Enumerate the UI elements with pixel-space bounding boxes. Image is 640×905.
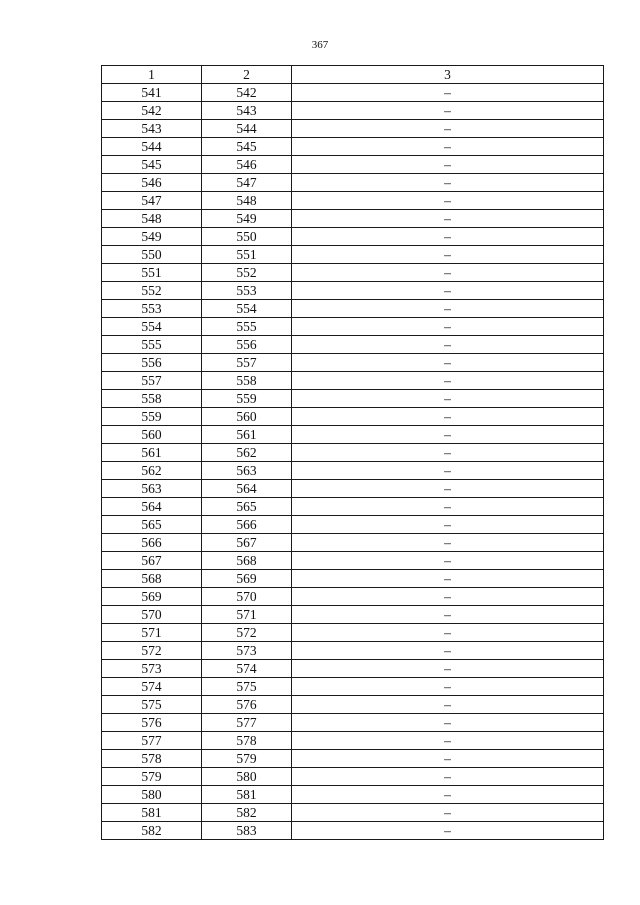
table-cell-col-2: 550 xyxy=(202,228,292,246)
table-row xyxy=(102,534,604,552)
table-cell-col-2: 575 xyxy=(202,678,292,696)
table-cell-col-1: 573 xyxy=(102,660,202,678)
table-row xyxy=(102,246,604,264)
table-row xyxy=(102,462,604,480)
table-row xyxy=(102,696,604,714)
table-row xyxy=(102,750,604,768)
table-cell-col-1: 579 xyxy=(102,768,202,786)
table-cell-col-3: – xyxy=(292,246,604,264)
table-cell-col-3: – xyxy=(292,804,604,822)
table-cell-col-3: – xyxy=(292,372,604,390)
table-cell-col-2: 582 xyxy=(202,804,292,822)
table-row xyxy=(102,768,604,786)
table-cell-col-1: 569 xyxy=(102,588,202,606)
table-cell-col-2: 552 xyxy=(202,264,292,282)
column-header-3: 3 xyxy=(292,66,604,84)
table-cell-col-2: 560 xyxy=(202,408,292,426)
table-cell-col-2: 543 xyxy=(202,102,292,120)
table-cell-col-1: 562 xyxy=(102,462,202,480)
table-row xyxy=(102,624,604,642)
table-cell-col-1: 561 xyxy=(102,444,202,462)
table-cell-col-3: – xyxy=(292,714,604,732)
table-row xyxy=(102,732,604,750)
table-cell-col-3: – xyxy=(292,534,604,552)
table-row xyxy=(102,426,604,444)
table-cell-col-2: 556 xyxy=(202,336,292,354)
page-number: 367 xyxy=(311,39,329,51)
table-cell-col-1: 559 xyxy=(102,408,202,426)
table-row xyxy=(102,318,604,336)
table-row xyxy=(102,84,604,102)
table-cell-col-2: 581 xyxy=(202,786,292,804)
table-cell-col-1: 563 xyxy=(102,480,202,498)
table-cell-col-2: 553 xyxy=(202,282,292,300)
table-cell-col-3: – xyxy=(292,786,604,804)
table-row xyxy=(102,606,604,624)
table-row xyxy=(102,408,604,426)
table-cell-col-1: 581 xyxy=(102,804,202,822)
table-cell-col-3: – xyxy=(292,822,604,840)
table-cell-col-2: 576 xyxy=(202,696,292,714)
table-cell-col-2: 542 xyxy=(202,84,292,102)
table-row xyxy=(102,786,604,804)
table-row xyxy=(102,642,604,660)
table-cell-col-3: – xyxy=(292,264,604,282)
table-cell-col-1: 582 xyxy=(102,822,202,840)
table-cell-col-3: – xyxy=(292,480,604,498)
table-cell-col-3: – xyxy=(292,408,604,426)
table-cell-col-3: – xyxy=(292,210,604,228)
table-cell-col-3: – xyxy=(292,660,604,678)
table-row xyxy=(102,588,604,606)
table-cell-col-2: 548 xyxy=(202,192,292,210)
table-cell-col-3: – xyxy=(292,642,604,660)
table-row xyxy=(102,480,604,498)
table-cell-col-1: 557 xyxy=(102,372,202,390)
table-cell-col-2: 569 xyxy=(202,570,292,588)
table-cell-col-3: – xyxy=(292,84,604,102)
table-cell-col-3: – xyxy=(292,156,604,174)
table-cell-col-2: 565 xyxy=(202,498,292,516)
table-cell-col-2: 564 xyxy=(202,480,292,498)
table-cell-col-1: 571 xyxy=(102,624,202,642)
table-row xyxy=(102,174,604,192)
table-cell-col-2: 551 xyxy=(202,246,292,264)
table-cell-col-2: 579 xyxy=(202,750,292,768)
table-cell-col-1: 572 xyxy=(102,642,202,660)
table-cell-col-1: 555 xyxy=(102,336,202,354)
table-cell-col-1: 549 xyxy=(102,228,202,246)
table-cell-col-2: 555 xyxy=(202,318,292,336)
table-row xyxy=(102,120,604,138)
table-cell-col-3: – xyxy=(292,336,604,354)
table-row xyxy=(102,372,604,390)
table-row xyxy=(102,516,604,534)
table-cell-col-1: 565 xyxy=(102,516,202,534)
table-cell-col-2: 571 xyxy=(202,606,292,624)
table-cell-col-3: – xyxy=(292,228,604,246)
table-cell-col-2: 561 xyxy=(202,426,292,444)
table-row xyxy=(102,138,604,156)
table-cell-col-2: 563 xyxy=(202,462,292,480)
table-cell-col-2: 583 xyxy=(202,822,292,840)
table-cell-col-2: 545 xyxy=(202,138,292,156)
table-cell-col-2: 573 xyxy=(202,642,292,660)
table-cell-col-3: – xyxy=(292,678,604,696)
table-cell-col-1: 570 xyxy=(102,606,202,624)
table-cell-col-2: 568 xyxy=(202,552,292,570)
table-cell-col-3: – xyxy=(292,732,604,750)
table-row xyxy=(102,570,604,588)
table-row xyxy=(102,282,604,300)
table-cell-col-2: 567 xyxy=(202,534,292,552)
table-cell-col-3: – xyxy=(292,768,604,786)
table-cell-col-1: 543 xyxy=(102,120,202,138)
table-cell-col-1: 554 xyxy=(102,318,202,336)
table-row xyxy=(102,156,604,174)
table-body xyxy=(102,84,604,840)
table-cell-col-3: – xyxy=(292,606,604,624)
table-row xyxy=(102,714,604,732)
table-cell-col-1: 564 xyxy=(102,498,202,516)
table-cell-col-3: – xyxy=(292,390,604,408)
table-row xyxy=(102,102,604,120)
table-cell-col-3: – xyxy=(292,696,604,714)
table-cell-col-2: 554 xyxy=(202,300,292,318)
table-cell-col-3: – xyxy=(292,426,604,444)
table-cell-col-1: 558 xyxy=(102,390,202,408)
table-cell-col-1: 580 xyxy=(102,786,202,804)
data-table xyxy=(101,65,604,840)
table-cell-col-2: 566 xyxy=(202,516,292,534)
table-cell-col-1: 544 xyxy=(102,138,202,156)
table-cell-col-3: – xyxy=(292,174,604,192)
table-cell-col-3: – xyxy=(292,282,604,300)
table-cell-col-3: – xyxy=(292,570,604,588)
table-cell-col-1: 568 xyxy=(102,570,202,588)
table-cell-col-1: 577 xyxy=(102,732,202,750)
table-cell-col-1: 574 xyxy=(102,678,202,696)
table-row xyxy=(102,210,604,228)
table-cell-col-3: – xyxy=(292,192,604,210)
table-row xyxy=(102,354,604,372)
table-cell-col-3: – xyxy=(292,588,604,606)
column-header-1: 1 xyxy=(102,66,202,84)
table-cell-col-2: 558 xyxy=(202,372,292,390)
table-cell-col-3: – xyxy=(292,750,604,768)
table-header-row xyxy=(102,66,604,84)
table-row xyxy=(102,300,604,318)
table-row xyxy=(102,678,604,696)
table-cell-col-2: 544 xyxy=(202,120,292,138)
table-cell-col-1: 567 xyxy=(102,552,202,570)
table-row xyxy=(102,552,604,570)
table-row xyxy=(102,444,604,462)
table-cell-col-1: 550 xyxy=(102,246,202,264)
table-cell-col-3: – xyxy=(292,552,604,570)
table-cell-col-2: 557 xyxy=(202,354,292,372)
table-row xyxy=(102,822,604,840)
table-cell-col-1: 576 xyxy=(102,714,202,732)
table-cell-col-3: – xyxy=(292,120,604,138)
table-row xyxy=(102,264,604,282)
table-cell-col-3: – xyxy=(292,624,604,642)
table-cell-col-3: – xyxy=(292,444,604,462)
table-cell-col-2: 580 xyxy=(202,768,292,786)
table-cell-col-3: – xyxy=(292,138,604,156)
table-cell-col-2: 570 xyxy=(202,588,292,606)
table-row xyxy=(102,804,604,822)
table-cell-col-1: 546 xyxy=(102,174,202,192)
table-row xyxy=(102,498,604,516)
table-cell-col-2: 546 xyxy=(202,156,292,174)
table-row xyxy=(102,192,604,210)
table-cell-col-1: 545 xyxy=(102,156,202,174)
table-cell-col-1: 560 xyxy=(102,426,202,444)
table-cell-col-1: 541 xyxy=(102,84,202,102)
table-cell-col-2: 547 xyxy=(202,174,292,192)
table-cell-col-1: 566 xyxy=(102,534,202,552)
table-cell-col-2: 562 xyxy=(202,444,292,462)
table-cell-col-3: – xyxy=(292,102,604,120)
table-cell-col-1: 578 xyxy=(102,750,202,768)
table-cell-col-1: 553 xyxy=(102,300,202,318)
column-header-2: 2 xyxy=(202,66,292,84)
table-cell-col-3: – xyxy=(292,462,604,480)
table-cell-col-3: – xyxy=(292,516,604,534)
table-cell-col-2: 559 xyxy=(202,390,292,408)
table-row xyxy=(102,336,604,354)
table-cell-col-1: 548 xyxy=(102,210,202,228)
table-cell-col-1: 551 xyxy=(102,264,202,282)
table-cell-col-1: 556 xyxy=(102,354,202,372)
table-row xyxy=(102,660,604,678)
table-row xyxy=(102,390,604,408)
table-cell-col-3: – xyxy=(292,354,604,372)
table-cell-col-3: – xyxy=(292,300,604,318)
table-cell-col-1: 575 xyxy=(102,696,202,714)
table-row xyxy=(102,228,604,246)
table-cell-col-2: 549 xyxy=(202,210,292,228)
table-cell-col-2: 577 xyxy=(202,714,292,732)
table-cell-col-2: 578 xyxy=(202,732,292,750)
table-cell-col-2: 572 xyxy=(202,624,292,642)
table-cell-col-1: 542 xyxy=(102,102,202,120)
table-cell-col-3: – xyxy=(292,318,604,336)
table-cell-col-2: 574 xyxy=(202,660,292,678)
table-cell-col-3: – xyxy=(292,498,604,516)
table-cell-col-1: 547 xyxy=(102,192,202,210)
table-cell-col-1: 552 xyxy=(102,282,202,300)
